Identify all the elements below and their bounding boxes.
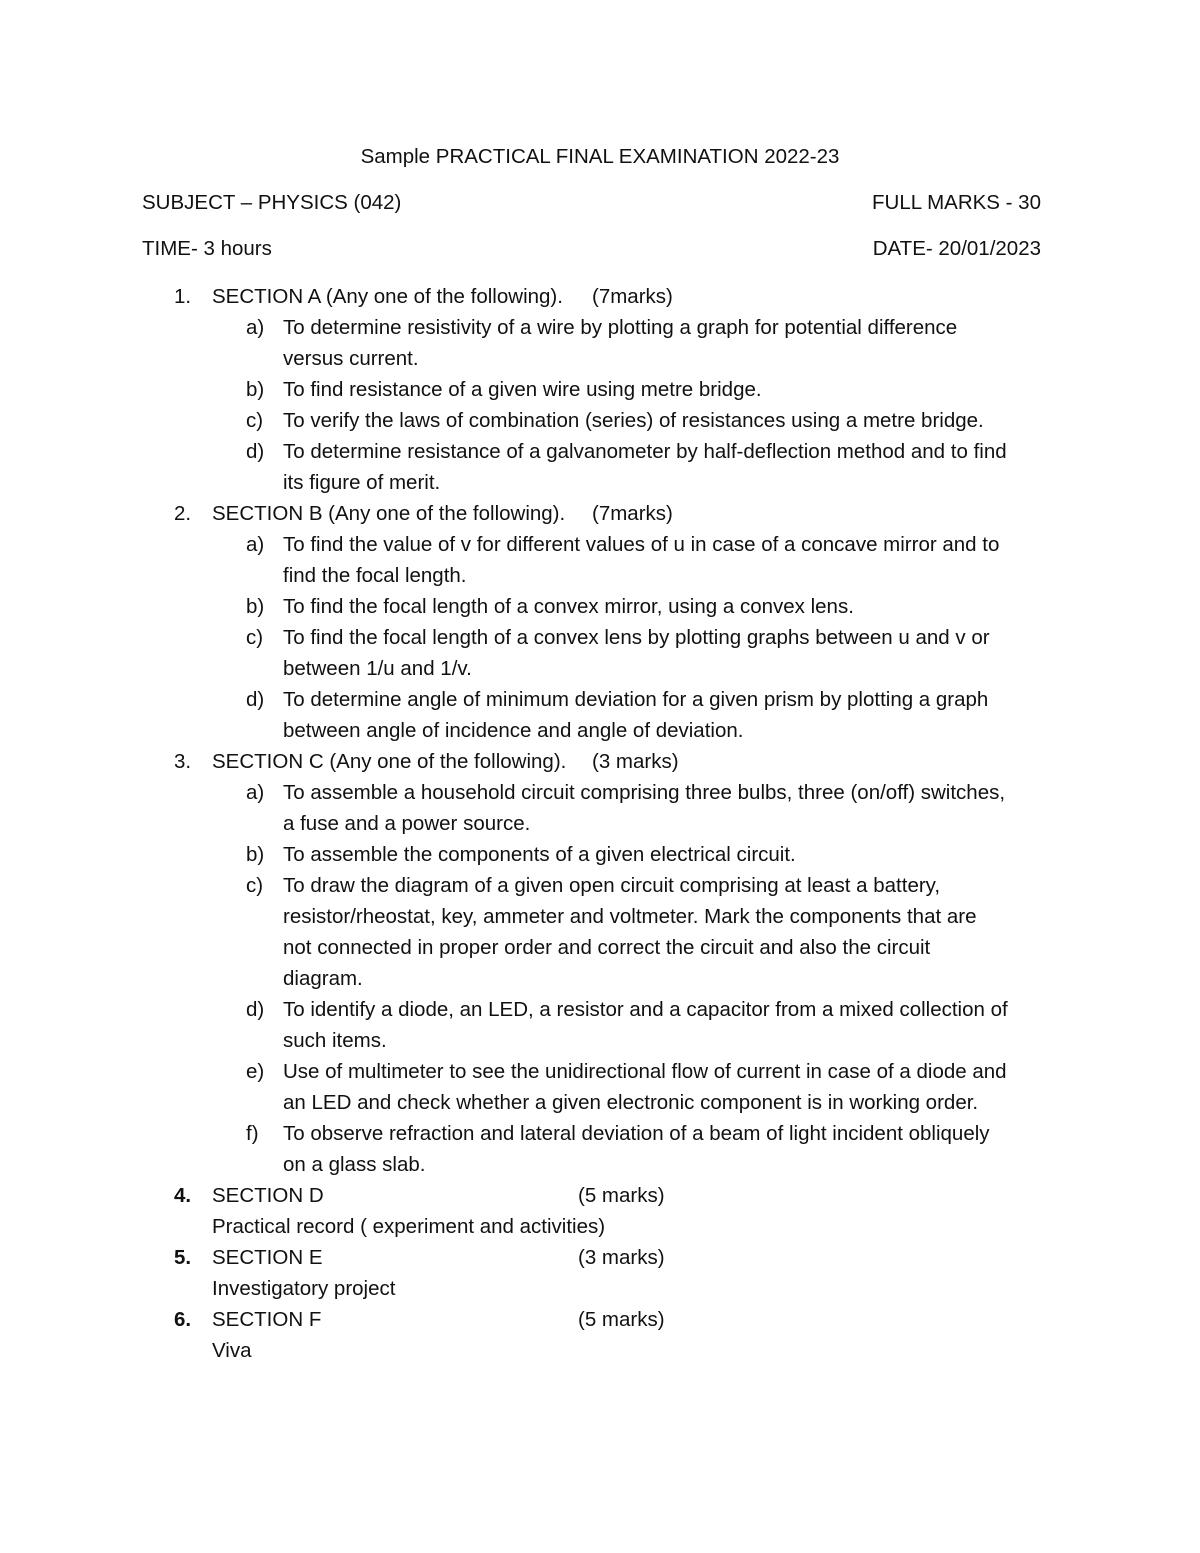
item-text: Use of multimeter to see the unidirectional flow of current in case of a diode and	[283, 1060, 1007, 1083]
item-text: To find resistance of a given wire using metre bridge.	[283, 378, 762, 401]
item-text: a fuse and a power source.	[283, 812, 531, 835]
item-text: To find the focal length of a convex mirror, using a convex lens.	[283, 595, 854, 618]
item-text: its figure of merit.	[283, 471, 441, 494]
list-item	[0, 963, 1200, 994]
list-item	[0, 994, 1200, 1025]
section-marks: (5 marks)	[578, 1184, 665, 1207]
section-subtitle: Investigatory project	[212, 1277, 396, 1300]
section-heading	[0, 1242, 1200, 1273]
section-marks: (7marks)	[592, 502, 673, 525]
page-title: Sample PRACTICAL FINAL EXAMINATION 2022-23	[360, 145, 840, 168]
section-number: 1.	[174, 285, 192, 308]
section-title: SECTION F	[212, 1308, 322, 1331]
section-subtitle-row	[0, 1211, 1200, 1242]
list-item	[0, 1087, 1200, 1118]
section-number: 3.	[174, 750, 192, 773]
list-item	[0, 436, 1200, 467]
section-title: SECTION E	[212, 1246, 323, 1269]
item-text: diagram.	[283, 967, 363, 990]
list-item	[0, 529, 1200, 560]
item-text: resistor/rheostat, key, ammeter and voltmeter. Mark the components that are	[283, 905, 977, 928]
item-letter: e)	[246, 1060, 265, 1083]
section-number: 6.	[174, 1308, 192, 1331]
list-item	[0, 901, 1200, 932]
item-letter: a)	[246, 533, 265, 556]
item-letter: c)	[246, 626, 264, 649]
item-text: To find the focal length of a convex lens by plotting graphs between u and v or	[283, 626, 990, 649]
list-item	[0, 560, 1200, 591]
item-text: such items.	[283, 1029, 387, 1052]
section-title: SECTION D	[212, 1184, 324, 1207]
item-letter: b)	[246, 378, 265, 401]
item-text: find the focal length.	[283, 564, 467, 587]
section-heading	[0, 746, 1200, 777]
list-item	[0, 777, 1200, 808]
section-title: SECTION B (Any one of the following).	[212, 502, 566, 525]
item-text: not connected in proper order and correct the circuit and also the circuit	[283, 936, 931, 959]
section-title: SECTION C (Any one of the following).	[212, 750, 567, 773]
section-heading	[0, 498, 1200, 529]
list-item	[0, 808, 1200, 839]
full-marks-label: FULL MARKS - 30	[872, 191, 1041, 214]
time-label: TIME- 3 hours	[142, 237, 272, 260]
item-text: To determine resistivity of a wire by plotting a graph for potential difference	[283, 316, 958, 339]
item-letter: d)	[246, 440, 265, 463]
item-text: To identify a diode, an LED, a resistor and a capacitor from a mixed collection of	[283, 998, 1008, 1021]
item-text: To draw the diagram of a given open circuit comprising at least a battery,	[283, 874, 941, 897]
item-letter: b)	[246, 595, 265, 618]
section-heading	[0, 1180, 1200, 1211]
item-letter: b)	[246, 843, 265, 866]
item-text: versus current.	[283, 347, 419, 370]
list-item	[0, 1025, 1200, 1056]
item-text: To assemble the components of a given electrical circuit.	[283, 843, 796, 866]
item-text: To determine angle of minimum deviation for a given prism by plotting a graph	[283, 688, 989, 711]
item-letter: a)	[246, 316, 265, 339]
list-item	[0, 684, 1200, 715]
section-number: 5.	[174, 1246, 192, 1269]
item-text: To find the value of v for different values of u in case of a concave mirror and to	[283, 533, 1000, 556]
subject-label: SUBJECT – PHYSICS (042)	[142, 191, 402, 214]
item-letter: c)	[246, 874, 264, 897]
item-letter: d)	[246, 688, 265, 711]
list-item	[0, 467, 1200, 498]
item-text: To verify the laws of combination (series) of resistances using a metre bridge.	[283, 409, 984, 432]
section-number: 4.	[174, 1184, 192, 1207]
list-item	[0, 374, 1200, 405]
item-text: on a glass slab.	[283, 1153, 426, 1176]
section-list	[0, 281, 1200, 1366]
list-item	[0, 343, 1200, 374]
list-item	[0, 932, 1200, 963]
list-item	[0, 1118, 1200, 1149]
item-text: an LED and check whether a given electronic component is in working order.	[283, 1091, 979, 1114]
section-marks: (7marks)	[592, 285, 673, 308]
section-subtitle-row	[0, 1335, 1200, 1366]
item-letter: f)	[246, 1122, 259, 1145]
list-item	[0, 870, 1200, 901]
item-text: To determine resistance of a galvanometer by half-deflection method and to find	[283, 440, 1007, 463]
section-heading	[0, 281, 1200, 312]
list-item	[0, 622, 1200, 653]
section-number: 2.	[174, 502, 192, 525]
section-title: SECTION A (Any one of the following).	[212, 285, 563, 308]
list-item	[0, 839, 1200, 870]
list-item	[0, 1149, 1200, 1180]
section-marks: (3 marks)	[578, 1246, 665, 1269]
item-text: between 1/u and 1/v.	[283, 657, 472, 680]
date-label: DATE- 20/01/2023	[872, 237, 1041, 260]
item-text: To assemble a household circuit comprising three bulbs, three (on/off) switches,	[283, 781, 1006, 804]
section-subtitle: Viva	[212, 1339, 252, 1362]
section-heading	[0, 1304, 1200, 1335]
section-marks: (3 marks)	[592, 750, 679, 773]
list-item	[0, 715, 1200, 746]
list-item	[0, 591, 1200, 622]
list-item	[0, 1056, 1200, 1087]
item-text: between angle of incidence and angle of deviation.	[283, 719, 744, 742]
item-text: To observe refraction and lateral deviation of a beam of light incident obliquely	[283, 1122, 990, 1145]
section-subtitle-row	[0, 1273, 1200, 1304]
section-marks: (5 marks)	[578, 1308, 665, 1331]
item-letter: d)	[246, 998, 265, 1021]
list-item	[0, 312, 1200, 343]
item-letter: a)	[246, 781, 265, 804]
item-letter: c)	[246, 409, 264, 432]
list-item	[0, 405, 1200, 436]
list-item	[0, 653, 1200, 684]
section-subtitle: Practical record ( experiment and activities)	[212, 1215, 606, 1238]
